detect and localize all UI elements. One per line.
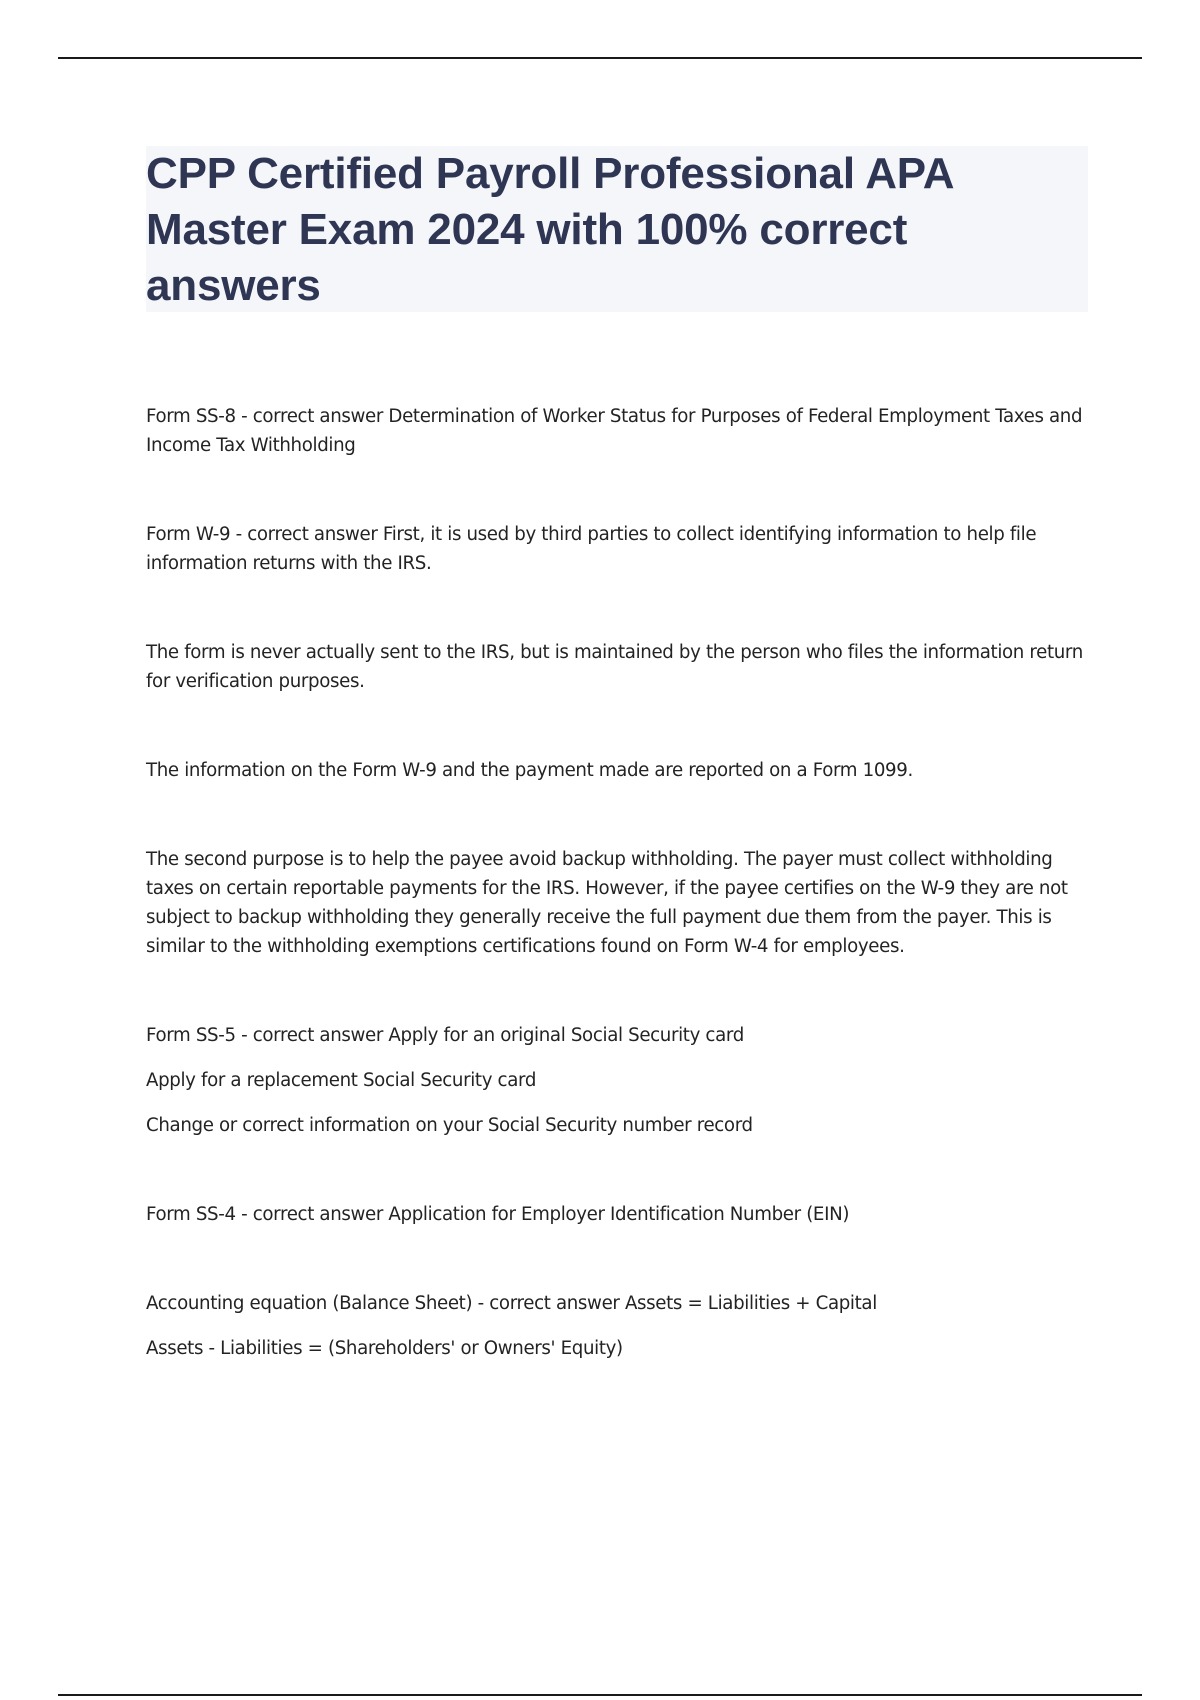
document-body [146,402,1096,1363]
entry-form-ss8: Form SS-8 - correct answer Determination of Worker Status for Purposes of Federal Employment Taxes and Income Tax Withholding [146,406,1083,456]
entry-accounting-equation: Accounting equation (Balance Sheet) - correct answer Assets = Liabilities + Capital [146,1293,877,1314]
entry-form-ss5: Form SS-5 - correct answer Apply for an original Social Security card [146,1025,744,1046]
entry-w9-backup-withholding: The second purpose is to help the payee avoid backup withholding. The payer must collect withholding taxes on certain reportable payments for the IRS. However, if the payee certifies on the W-9 they are not subject to backup withholding they generally receive the full payment due them from the payer. This is similar to the withholding exemptions certifications found on Form W-4 for employees. [146,849,1068,957]
entry-form-w9: Form W-9 - correct answer First, it is used by third parties to collect identifying information to help file information returns with the IRS. [146,524,1037,574]
entry-form-ss4: Form SS-4 - correct answer Application for Employer Identification Number (EIN) [146,1204,850,1225]
entry-w9-1099: The information on the Form W-9 and the payment made are reported on a Form 1099. [146,760,913,781]
entry-ss5-replacement: Apply for a replacement Social Security card [146,1070,537,1091]
entry-w9-verification: The form is never actually sent to the IRS, but is maintained by the person who files the information return for verification purposes. [146,642,1083,692]
entry-equity-equation: Assets - Liabilities = (Shareholders' or Owners' Equity) [146,1338,623,1359]
document-title: CPP Certified Payroll Professional APA Master Exam 2024 with 100% correct answers [146,149,953,310]
top-divider [58,57,1142,59]
title-banner [146,146,1088,312]
entry-ss5-change: Change or correct information on your Social Security number record [146,1115,753,1136]
bottom-divider [58,1694,1142,1696]
